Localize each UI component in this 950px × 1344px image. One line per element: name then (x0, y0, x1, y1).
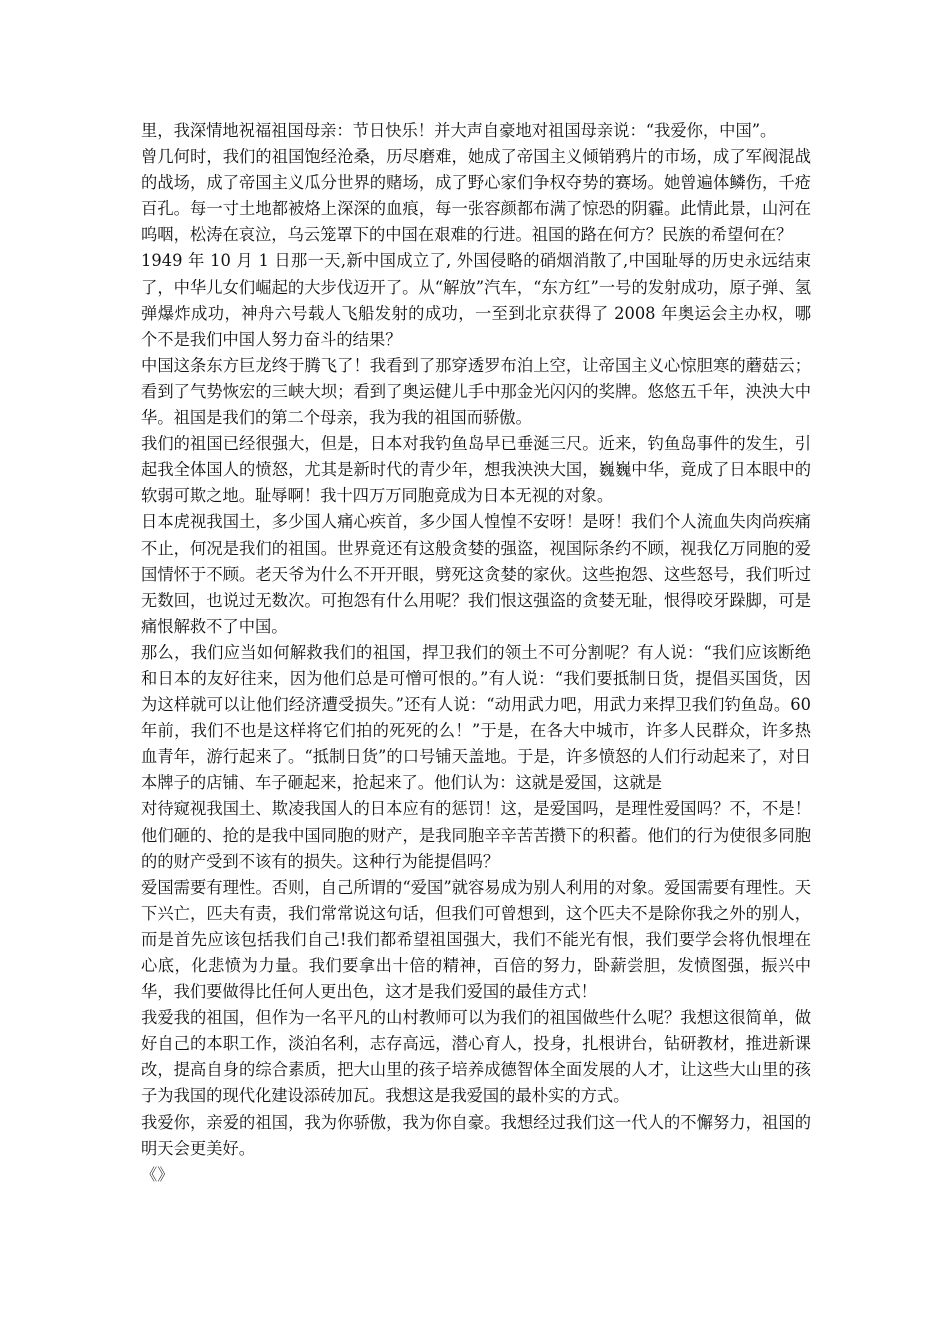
paragraph: 爱国需要有理性。否则，自己所谓的“爱国”就容易成为别人利用的对象。爱国需要有理性。天下兴亡，匹夫有责，我们常常说这句话，但我们可曾想到，这个匹夫不是除你我之外的别人，而是首先应该包括我们自己!我们都希望祖国强大，我们不能光有恨，我们要学会将仇恨埋在心底，化悲愤为力量。我们要拿出十倍的精神，百倍的努力，卧薪尝胆，发愤图强，振兴中华，我们要做得比任何人更出色，这才是我们爱国的最佳方式！ (141, 877, 811, 1002)
paragraph: 我爱我的祖国，但作为一名平凡的山村教师可以为我们的祖国做些什么呢？我想这很简单，做好自己的本职工作，淡泊名利，志存高远，潜心育人，投身，扎根讲台，钻研教材，推进新课改，提高自身的综合素质，把大山里的孩子培养成德智体全面发展的人才，让这些大山里的孩子为我国的现代化建设添砖加瓦。我想这是我爱国的最朴实的方式。 (141, 1008, 811, 1106)
paragraph: 我们的祖国已经很强大，但是，日本对我钓鱼岛早已垂涎三尺。近来，钓鱼岛事件的发生，引起我全体国人的愤怒，尤其是新时代的青少年，想我泱泱大国，巍巍中华，竟成了日本眼中的软弱可欺之地。耻辱啊！我十四万万同胞竟成为日本无视的对象。 (141, 434, 811, 506)
paragraph: 中国这条东方巨龙终于腾飞了！我看到了那穿透罗布泊上空，让帝国主义心惊胆寒的蘑菇云；看到了气势恢宏的三峡大坝；看到了奥运健儿手中那金光闪闪的奖牌。悠悠五千年，泱泱大中华。祖国是我们的第二个母亲，我为我的祖国而骄傲。 (141, 355, 811, 428)
paragraph: 对待窥视我国土、欺凌我国人的日本应有的惩罚！这，是爱国吗，是理性爱国吗？不，不是！他们砸的、抢的是我中国同胞的财产，是我同胞辛辛苦苦攒下的积蓄。他们的行为使很多同胞的的财产受到不该有的损失。这种行为能提倡吗？ (141, 799, 811, 871)
document-body (141, 118, 811, 1188)
paragraph: 那么，我们应当如何解救我们的祖国，捍卫我们的领土不可分割呢？有人说：“我们应该断绝和日本的友好往来，因为他们总是可憎可恨的。”有人说：“我们要抵制日货，提倡买国货，因为这样就可以让他们经济遭受损失。”还有人说：“动用武力吧，用武力来捍卫我们钓鱼岛。60 年前，我们不也是这样将它们拍的死死的么！”于是，在各大中城市，许多人民群众，许多热血青年，游行起来了。“抵制日货”的口号铺天盖地。于是，许多愤怒的人们行动起来了，对日本牌子的店铺、车子砸起来，抢起来了。他们认为：这就是爱国，这就是 (141, 642, 811, 793)
paragraph: 我爱你，亲爱的祖国，我为你骄傲，我为你自豪。我想经过我们这一代人的不懈努力，祖国的明天会更美好。 (141, 1112, 811, 1158)
paragraph: 里，我深情地祝福祖国母亲：节日快乐！并大声自豪地对祖国母亲说：“我爱你，中国”。 (141, 121, 777, 140)
paragraph: 曾几何时，我们的祖国饱经沧桑，历尽磨难，她成了帝国主义倾销鸦片的市场，成了军阀混战的战场，成了帝国主义瓜分世界的赌场，成了野心家们争权夺势的赛场。她曾遍体鳞伤，千疮百孔。每一寸土地都被烙上深深的血痕，每一张容颜都布满了惊恐的阴霾。此情此景，山河在呜咽，松涛在哀泣，乌云笼罩下的中国在艰难的行进。祖国的路在何方？民族的希望何在？ (141, 147, 811, 245)
paragraph: 1949 年 10 月 1 日那一天,新中国成立了, 外国侵略的硝烟消散了,中国耻辱的历史永远结束了，中华儿女们崛起的大步伐迈开了。从“解放”汽车，“东方红”一号的发射成功，原子弹、氢弹爆炸成功，神舟六号载人飞船发射的成功，一至到北京获得了 2008 年奥运会主办权，哪个不是我们中国人努力奋斗的结果？ (141, 251, 811, 349)
paragraph: 《》 (141, 1164, 174, 1184)
paragraph: 日本虎视我国土，多少国人痛心疾首，多少国人惶惶不安呀！是呀！我们个人流血失肉尚疾痛不止，何况是我们的祖国。世界竟还有这般贪婪的强盗，视国际条约不顾，视我亿万同胞的爱国情怀于不顾。老天爷为什么不开开眼，劈死这贪婪的家伙。这些抱怨、这些怒号，我们听过无数回，也说过无数次。可抱怨有什么用呢？我们恨这强盗的贪婪无耻，恨得咬牙跺脚，可是痛恨解救不了中国。 (141, 512, 811, 636)
